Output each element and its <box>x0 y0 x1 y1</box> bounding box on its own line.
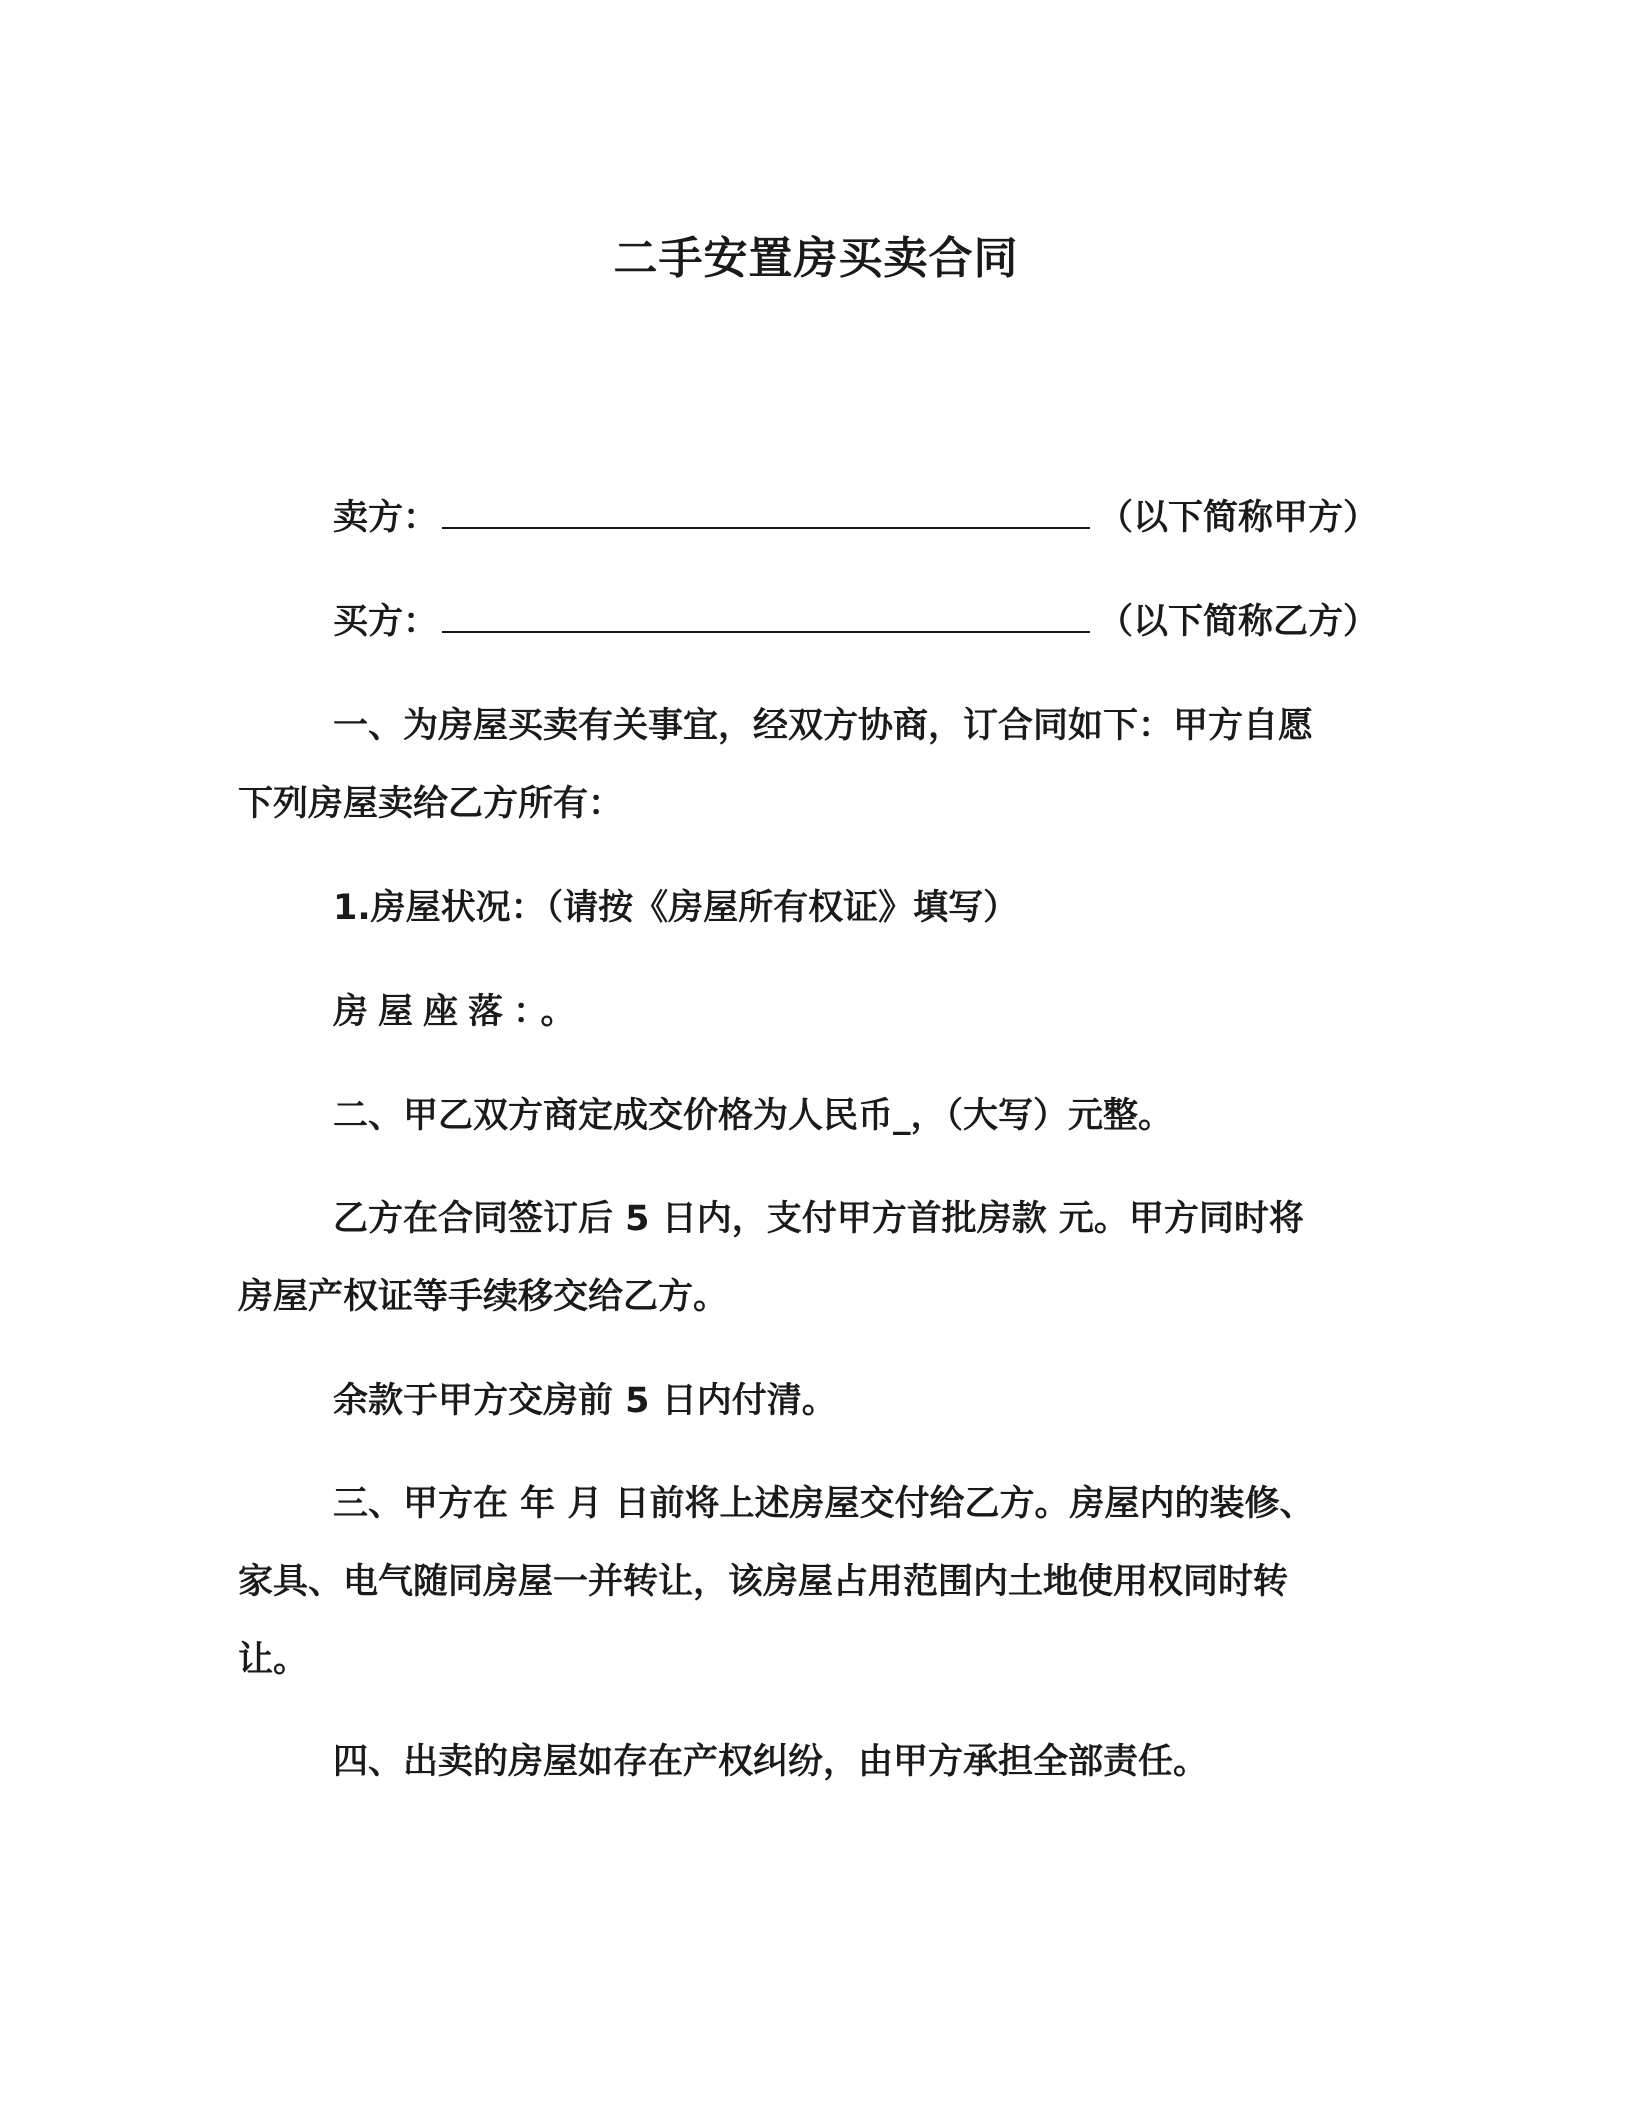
buyer-label: 买方： <box>333 602 439 642</box>
paragraph-7-line-1: 三、甲方在 年 月 日前将上述房屋交付给乙方。房屋内的装修、 <box>333 1484 1315 1524</box>
paragraph-3: 房屋座落：。 <box>333 992 586 1032</box>
buyer-row <box>333 600 1378 644</box>
paragraph-5-line-1: 乙方在合同签订后 5 日内，支付甲方首批房款 元。甲方同时将 <box>333 1199 1304 1239</box>
paragraph-5-line-2: 房屋产权证等手续移交给乙方。 <box>238 1277 729 1317</box>
seller-label: 卖方： <box>333 498 439 538</box>
paragraph-7-line-2: 家具、电气随同房屋一并转让，该房屋占用范围内土地使用权同时转 <box>238 1562 1289 1602</box>
buyer-suffix: （以下简称乙方） <box>1098 602 1379 642</box>
document-title: 二手安置房买卖合同 <box>613 233 1019 284</box>
seller-row <box>333 496 1378 540</box>
buyer-blank-line <box>442 601 1090 633</box>
paragraph-4: 二、甲乙双方商定成交价格为人民币_，（大写）元整。 <box>333 1096 1174 1136</box>
paragraph-1-line-2: 下列房屋卖给乙方所有： <box>238 784 624 824</box>
paragraph-8: 四、出卖的房屋如存在产权纠纷，由甲方承担全部责任。 <box>333 1742 1209 1782</box>
paragraph-7-line-3: 让。 <box>238 1640 309 1680</box>
seller-suffix: （以下简称甲方） <box>1098 498 1379 538</box>
paragraph-6: 余款于甲方交房前 5 日内付清。 <box>333 1381 837 1421</box>
seller-blank-line <box>442 497 1090 529</box>
paragraph-2: 1.房屋状况：（请按《房屋所有权证》填写） <box>333 888 1019 928</box>
paragraph-1-line-1: 一、为房屋买卖有关事宜，经双方协商，订合同如下：甲方自愿 <box>333 706 1314 746</box>
